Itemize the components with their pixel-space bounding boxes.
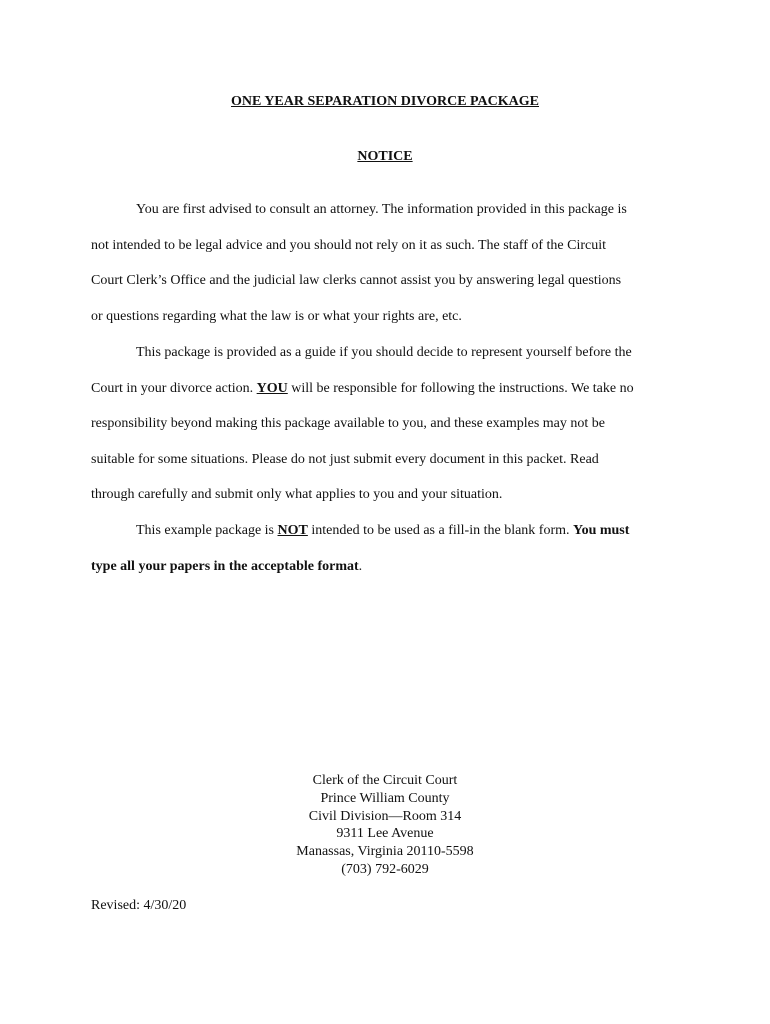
clerk-address-block	[0, 772, 770, 879]
paragraph-line	[136, 523, 629, 539]
paragraph-text: Court in your divorce action.	[91, 380, 257, 396]
paragraph-line: or questions regarding what the law is or what your rights are, etc.	[91, 308, 462, 324]
emphasis-not: NOT	[277, 523, 308, 538]
paragraph-text: This example package is	[136, 523, 278, 538]
paragraph-line: not intended to be legal advice and you should not rely on it as such. The staff of the Circuit	[91, 237, 607, 253]
paragraph-text: .	[358, 558, 363, 574]
notice-heading: NOTICE	[357, 149, 413, 164]
bold-text: You must	[573, 523, 630, 538]
paragraph-line: through carefully and submit only what applies to you and your situation.	[91, 487, 503, 502]
paragraph-line: This package is provided as a guide if you should decide to represent yourself before the	[136, 345, 632, 360]
address-street: 9311 Lee Avenue	[336, 826, 434, 842]
address-office: Clerk of the Circuit Court	[312, 773, 458, 788]
paragraph-line	[91, 381, 634, 397]
paragraph-text: will be responsible for following the instructions. We take no	[287, 380, 634, 396]
address-county: Prince William County	[320, 790, 450, 806]
revised-date: Revised: 4/30/20	[91, 898, 187, 913]
bold-text: type all your papers in the acceptable format	[91, 558, 359, 574]
address-phone: (703) 792-6029	[341, 861, 429, 877]
paragraph-line: responsibility beyond making this package available to you, and these examples may not be	[91, 416, 605, 431]
document-title: ONE YEAR SEPARATION DIVORCE PACKAGE	[231, 94, 539, 109]
paragraph-line: You are first advised to consult an attorney. The information provided in this package is	[136, 202, 627, 217]
paragraph-line	[91, 559, 362, 575]
address-division: Civil Division—Room 314	[308, 808, 462, 824]
paragraph-line: Court Clerk’s Office and the judicial law clerks cannot assist you by answering legal questions	[91, 273, 622, 288]
paragraph-line: suitable for some situations. Please do not just submit every document in this packet. Read	[91, 451, 599, 467]
address-city: Manassas, Virginia 20110-5598	[296, 844, 474, 860]
emphasis-you: YOU	[256, 380, 288, 396]
paragraph-text: intended to be used as a fill-in the blank form.	[307, 523, 574, 538]
